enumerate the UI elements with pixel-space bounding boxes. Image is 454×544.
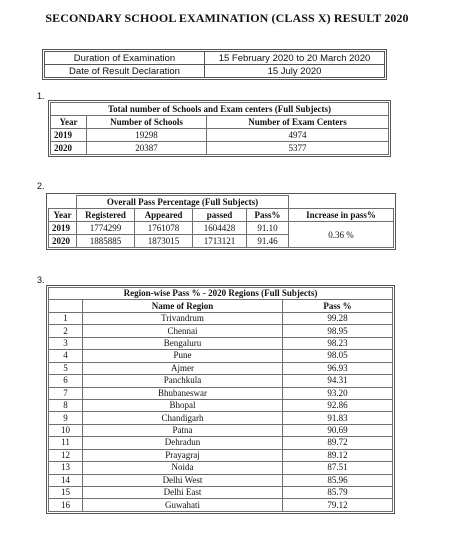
pass-percent-cell: 89.12 — [283, 449, 393, 461]
row-number-cell: 10 — [49, 424, 83, 436]
page-title: SECONDARY SCHOOL EXAMINATION (CLASS X) RESULT 2020 — [45, 11, 409, 25]
table-row — [49, 499, 393, 511]
column-header: Appeared — [135, 209, 193, 222]
table-row — [49, 350, 393, 362]
table-title: Total number of Schools and Exam centers (Full Subjects) — [51, 103, 389, 116]
region-name-cell: Guwahati — [83, 499, 283, 511]
info-label: Date of Result Declaration — [45, 65, 205, 78]
region-name-cell: Noida — [83, 462, 283, 474]
row-number-cell: 4 — [49, 350, 83, 362]
region-name-cell: Pune — [83, 350, 283, 362]
table-title-row — [51, 103, 389, 116]
section-number: 1. — [37, 91, 45, 101]
increase-cell: 0.36 % — [289, 222, 394, 248]
row-number-cell: 1 — [49, 312, 83, 324]
table-header-row — [49, 300, 393, 312]
info-value: 15 July 2020 — [205, 65, 385, 78]
table-row — [51, 129, 389, 142]
section-number: 3. — [37, 275, 45, 285]
pass-percentage-table — [48, 195, 394, 248]
table-row — [49, 449, 393, 461]
table-row — [51, 142, 389, 155]
year-cell: 2020 — [51, 142, 87, 155]
column-header: Registered — [77, 209, 135, 222]
region-name-cell: Chennai — [83, 325, 283, 337]
year-cell: 2019 — [49, 222, 77, 235]
table-cell: 20387 — [87, 142, 207, 155]
section-number: 2. — [37, 181, 45, 191]
row-number-cell: 13 — [49, 462, 83, 474]
region-name-cell: Chandigarh — [83, 412, 283, 424]
table-cell: 19298 — [87, 129, 207, 142]
schools-table — [50, 102, 389, 155]
table-cell: 91.46 — [247, 235, 289, 248]
region-name-cell: Panchkula — [83, 375, 283, 387]
table-row — [49, 375, 393, 387]
exam-info-table — [44, 51, 385, 78]
info-value: 15 February 2020 to 20 March 2020 — [205, 52, 385, 65]
table-cell: 1873015 — [135, 235, 193, 248]
table-row — [49, 424, 393, 436]
table-title-row — [49, 288, 393, 300]
pass-percent-cell: 98.05 — [283, 350, 393, 362]
pass-percent-cell: 90.69 — [283, 424, 393, 436]
table-row — [49, 387, 393, 399]
row-number-cell: 16 — [49, 499, 83, 511]
year-cell: 2020 — [49, 235, 77, 248]
pass-percent-cell: 87.51 — [283, 462, 393, 474]
region-name-cell: Delhi East — [83, 487, 283, 499]
table-cell: 4974 — [207, 129, 389, 142]
region-name-cell: Patna — [83, 424, 283, 436]
row-number-cell: 9 — [49, 412, 83, 424]
region-name-cell: Bhopal — [83, 399, 283, 411]
table-row — [49, 362, 393, 374]
region-name-cell: Delhi West — [83, 474, 283, 486]
table-cell: 1713121 — [193, 235, 247, 248]
row-number-cell: 5 — [49, 362, 83, 374]
table-cell: 5377 — [207, 142, 389, 155]
table-row — [45, 52, 385, 65]
column-header: Year — [51, 116, 87, 129]
table-cell: 1761078 — [135, 222, 193, 235]
row-number-cell: 2 — [49, 325, 83, 337]
pass-percent-cell: 98.23 — [283, 337, 393, 349]
pass-percent-cell: 94.31 — [283, 375, 393, 387]
row-number-cell: 15 — [49, 487, 83, 499]
table-row — [49, 399, 393, 411]
table-cell: 1774299 — [77, 222, 135, 235]
pass-percent-cell: 85.79 — [283, 487, 393, 499]
column-header: Increase in pass% — [289, 209, 394, 222]
row-number-cell: 12 — [49, 449, 83, 461]
table-header-row — [49, 209, 394, 222]
table-row — [49, 474, 393, 486]
row-number-cell: 8 — [49, 399, 83, 411]
info-label: Duration of Examination — [45, 52, 205, 65]
region-name-cell: Bengaluru — [83, 337, 283, 349]
pass-percent-cell: 85.96 — [283, 474, 393, 486]
table-cell: 1885885 — [77, 235, 135, 248]
region-name-cell: Ajmer — [83, 362, 283, 374]
region-name-cell: Bhubaneswar — [83, 387, 283, 399]
pass-percent-cell: 91.83 — [283, 412, 393, 424]
row-number-cell: 11 — [49, 437, 83, 449]
pass-percent-cell: 79.12 — [283, 499, 393, 511]
pass-percent-cell: 92.86 — [283, 399, 393, 411]
table-cell: 1604428 — [193, 222, 247, 235]
table-row — [49, 312, 393, 324]
row-number-cell: 7 — [49, 387, 83, 399]
table-row — [49, 437, 393, 449]
table-row — [49, 222, 394, 235]
table-row — [49, 325, 393, 337]
column-header: Pass% — [247, 209, 289, 222]
pass-percent-cell: 93.20 — [283, 387, 393, 399]
table-title-row — [49, 196, 394, 209]
row-number-cell: 3 — [49, 337, 83, 349]
region-name-cell: Prayagraj — [83, 449, 283, 461]
region-name-cell: Dehradun — [83, 437, 283, 449]
pass-percent-cell: 96.93 — [283, 362, 393, 374]
table-title: Overall Pass Percentage (Full Subjects) — [77, 196, 289, 209]
pass-percent-cell: 89.72 — [283, 437, 393, 449]
table-row — [45, 65, 385, 78]
column-header: Name of Region — [83, 300, 283, 312]
pass-percent-cell: 99.28 — [283, 312, 393, 324]
table-row — [49, 337, 393, 349]
column-header: Year — [49, 209, 77, 222]
table-title: Region-wise Pass % - 2020 Regions (Full Subjects) — [49, 288, 393, 300]
table-row — [49, 412, 393, 424]
region-name-cell: Trivandrum — [83, 312, 283, 324]
row-number-cell: 6 — [49, 375, 83, 387]
column-header: Number of Schools — [87, 116, 207, 129]
column-header — [49, 300, 83, 312]
column-header: Pass % — [283, 300, 393, 312]
table-row — [49, 462, 393, 474]
table-header-row — [51, 116, 389, 129]
pass-percent-cell: 98.95 — [283, 325, 393, 337]
year-cell: 2019 — [51, 129, 87, 142]
table-row — [49, 487, 393, 499]
column-header: passed — [193, 209, 247, 222]
column-header: Number of Exam Centers — [207, 116, 389, 129]
row-number-cell: 14 — [49, 474, 83, 486]
region-pass-table — [48, 287, 393, 512]
table-cell: 91.10 — [247, 222, 289, 235]
